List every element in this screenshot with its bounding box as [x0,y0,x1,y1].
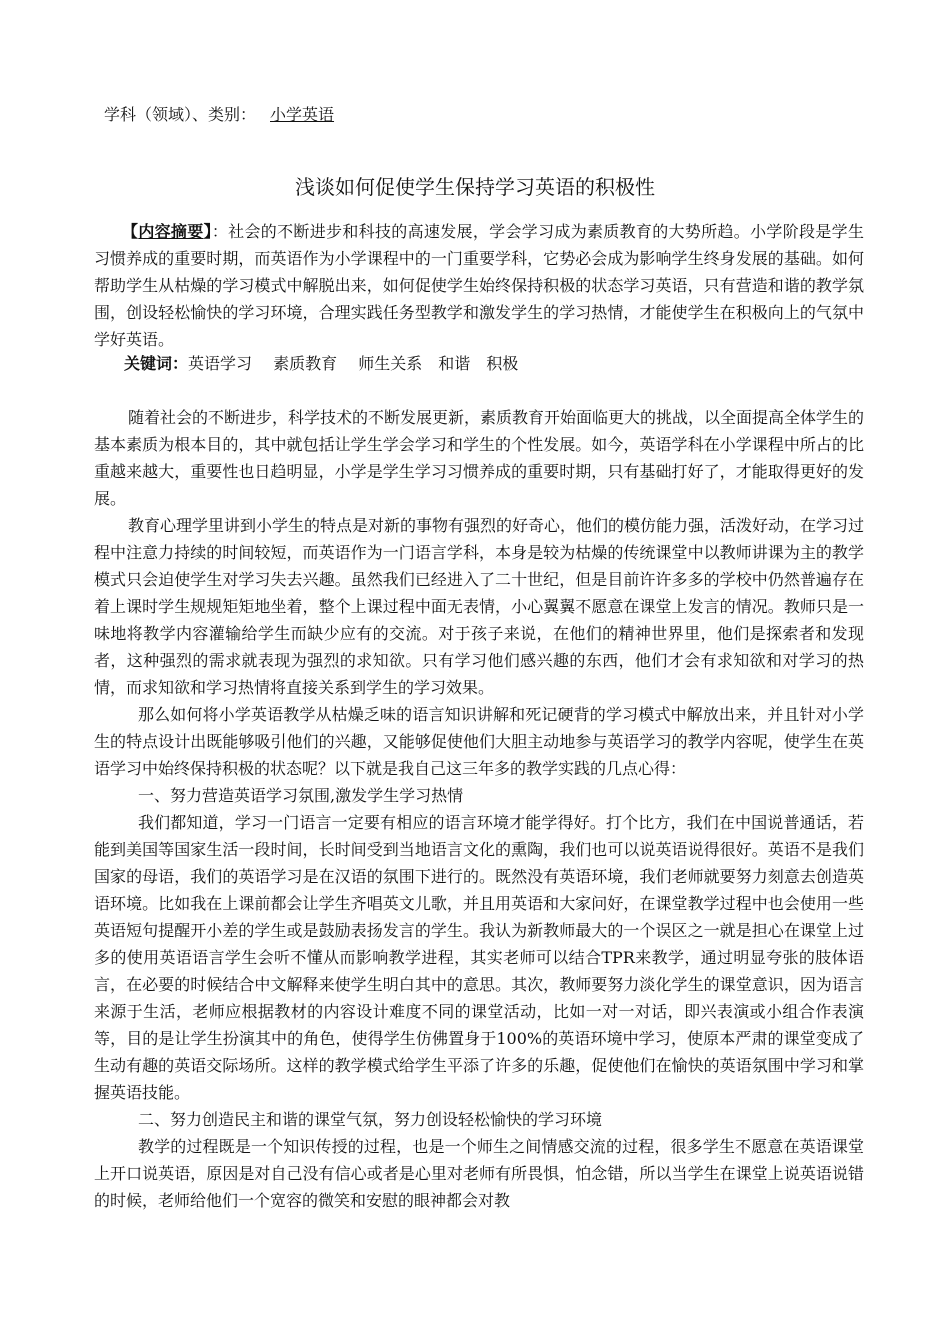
document-title: 浅谈如何促使学生保持学习英语的积极性 [295,175,655,199]
main-body [94,404,864,1214]
body-paragraph: 我们都知道，学习一门语言一定要有相应的语言环境才能学得好。打个比方，我们在中国说普通话，若能到美国等国家生活一段时间，长时间受到当地语言文化的熏陶，我们也可以说英语说得很好。英语不是我们国家的母语，我们的英语学习是在汉语的氛围下进行的。既然没有英语环境，我们老师就要努力刻意去创造英语环境。比如我在上课前都会让学生齐唱英文儿歌，并且用英语和大家问好，在课堂教学过程中也会使用一些英语短句提醒开小差的学生或是鼓励表扬发言的学生。我认为新教师最大的一个误区之一就是担心在课堂上过多的使用英语语言学生会听不懂从而影响教学进程，其实老师可以结合TPR来教学，通过明显夸张的肢体语言，在必要的时候结合中文解释来使学生明白其中的意思。其次，教师要努力淡化学生的课堂意识，因为语言来源于生活，老师应根据教材的内容设计难度不同的课堂活动，比如一对一对话，即兴表演或小组合作表演等，目的是让学生扮演其中的角色，使得学生仿佛置身于100%的英语环境中学习，使原本严肃的课堂变成了生动有趣的英语交际场所。这样的教学模式给学生平添了许多的乐趣，促使他们在愉快的英语氛围中学习和掌握英语技能。 [94,813,864,1102]
abstract-bracket-open: 【 [122,222,139,241]
abstract-section [94,218,864,353]
abstract-paragraph [94,218,864,353]
subject-value: 小学英语 [270,105,335,124]
body-paragraph: 那么如何将小学英语教学从枯燥乏味的语言知识讲解和死记硬背的学习模式中解放出来，并且针对小学生的特点设计出既能够吸引他们的兴趣，又能够促使他们大胆主动地参与英语学习的教学内容呢，使学生在英语学习中始终保持积极的状态呢？以下就是我自己这三年多的教学实践的几点心得： [94,705,864,778]
keywords-label: 关键词： [124,354,189,373]
body-paragraph: 教学的过程既是一个知识传授的过程，也是一个师生之间情感交流的过程，很多学生不愿意在英语课堂上开口说英语，原因是对自己没有信心或者是心里对老师有所畏惧，怕念错，所以当学生在课堂上说英语说错的时候，老师给他们一个宽容的微笑和安慰的眼神都会对教 [94,1137,864,1210]
keywords-text: 英语学习 素质教育 师生关系 和谐 积极 [188,354,519,373]
abstract-text: ：社会的不断进步和科技的高速发展，学会学习成为素质教育的大势所趋。小学阶段是学生习惯养成的重要时期，而英语作为小学课程中的一门重要学科，它势必会成为影响学生终身发展的基础。如何帮助学生从枯燥的学习模式中解脱出来，如何促使学生始终保持积极的状态学习英语，只有营造和谐的教学氛围，创设轻松愉快的学习环境，合理实践任务型教学和激发学生的学习热情，才能使学生在积极向上的气氛中学好英语。 [94,222,864,349]
keywords-line [94,350,864,377]
section-heading-1: 一、努力营造英语学习氛围,激发学生学习热情 [138,786,464,805]
abstract-bracket-close: 】 [203,222,212,241]
subject-category-line [104,104,374,126]
subject-label: 学科（领域）、类别： [104,105,257,124]
body-paragraph: 随着社会的不断进步，科学技术的不断发展更新，素质教育开始面临更大的挑战，以全面提高全体学生的基本素质为根本目的，其中就包括让学生学会学习和学生的个性发展。如今，英语学科在小学课程中所占的比重越来越大，重要性也日趋明显，小学是学生学习习惯养成的重要时期，只有基础打好了，才能取得更好的发展。 [94,408,865,508]
abstract-label: 内容摘要 [138,222,204,241]
section-heading-2: 二、努力创造民主和谐的课堂气氛，努力创设轻松愉快的学习环境 [138,1110,603,1129]
body-paragraph: 教育心理学里讲到小学生的特点是对新的事物有强烈的好奇心，他们的模仿能力强，活泼好动，在学习过程中注意力持续的时间较短，而英语作为一门语言学科，本身是较为枯燥的传统课堂中以教师讲课为主的教学模式只会迫使学生对学习失去兴趣。虽然我们已经进入了二十世纪，但是目前许许多多的学校中仍然普遍存在着上课时学生规规矩矩地坐着，整个上课过程中面无表情，小心翼翼不愿意在课堂上发言的情况。教师只是一味地将教学内容灌输给学生而缺少应有的交流。对于孩子来说，在他们的精神世界里，他们是探索者和发现者，这种强烈的需求就表现为强烈的求知欲。只有学习他们感兴趣的东西，他们才会有求知欲和对学习的热情，而求知欲和学习热情将直接关系到学生的学习效果。 [94,516,865,697]
